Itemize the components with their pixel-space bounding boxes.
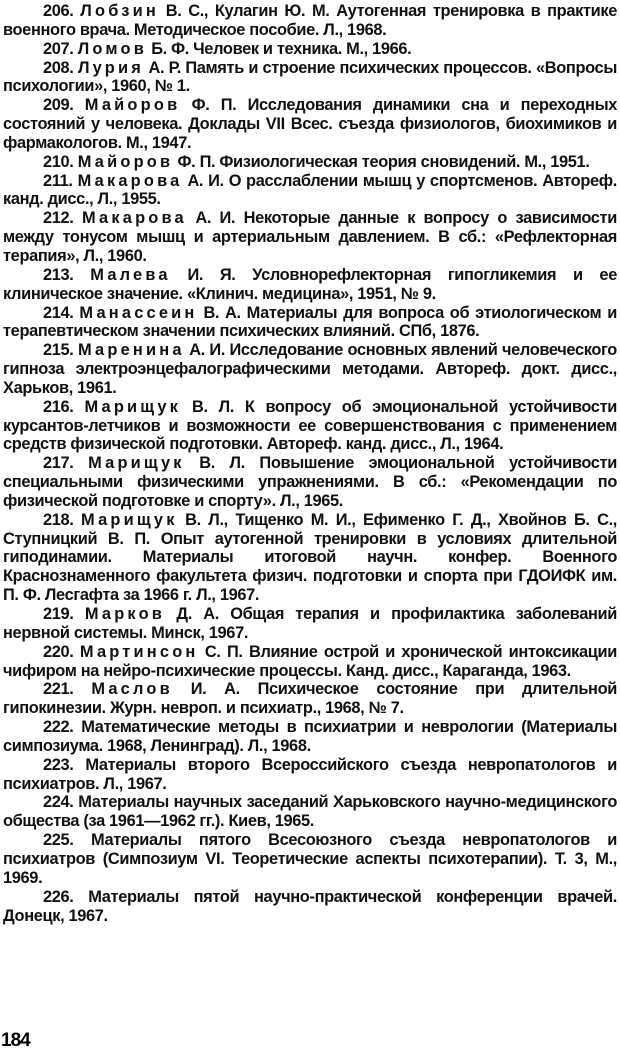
entry-text: Материалы научных заседаний Харьковского научно-медицинского общества (за 1961—1962 гг.). Киев, 1965.	[3, 793, 617, 831]
entry-author: Макарова	[81, 209, 187, 228]
entry-text: Материалы второго Всероссийского съезда невропатологов и психиатров. Л., 1967.	[3, 755, 617, 793]
bibliography-entry-214	[3, 304, 617, 342]
entry-number: 209.	[43, 96, 74, 115]
entry-number: 223.	[43, 755, 74, 774]
bibliography-entry-213	[3, 266, 617, 304]
entry-number: 212.	[43, 209, 74, 228]
bibliography-entry-206	[3, 2, 617, 40]
entry-number: 211.	[43, 171, 73, 190]
entry-text: Ф. П. Исследования динамики сна и переходных состояний у человека. Доклады VII Всес. съезда физиологов, биохимиков и фармакологов. М., 1947.	[3, 96, 617, 152]
page-number: 184	[1, 1030, 30, 1051]
entry-author: Лурия	[77, 58, 145, 77]
entry-author: Марищук	[84, 397, 182, 416]
entry-text: В. Л. Повышение эмоциональной устойчивости специальными физическими упражнениями. В сб.: «Рекомендации по физической подготовке и спорту». Л., 1965.	[3, 454, 617, 510]
bibliography-entry-215	[3, 341, 617, 398]
entry-text: Д. А. Общая терапия и профилактика заболеваний нервной системы. Минск, 1967.	[3, 605, 617, 642]
entry-number: 218.	[43, 510, 74, 529]
entry-text: Материалы пятой научно-практической конференции врачей. Донецк, 1967.	[3, 887, 617, 925]
entry-number: 222.	[43, 718, 74, 737]
entry-author: Малева	[90, 265, 171, 284]
entry-number: 215.	[43, 341, 74, 360]
entry-number: 225.	[43, 831, 74, 850]
entry-author: Майоров	[77, 152, 174, 171]
entry-text: Ф. П. Физиологическая теория сновидений. М., 1951.	[177, 152, 590, 171]
entry-author: Макарова	[77, 171, 183, 190]
bibliography-entry-217	[3, 454, 617, 511]
bibliography-entry-221	[3, 680, 617, 718]
bibliography-entry-207	[3, 40, 617, 59]
entry-text: А. Р. Память и строение психических процессов. «Вопросы психологии», 1960, № 1.	[3, 58, 617, 96]
entry-text: А. И. О расслаблении мышц у спортсменов. Автореф. канд. дисс., Л., 1955.	[3, 171, 617, 209]
bibliography-list	[3, 2, 617, 925]
entry-text: А. И. Некоторые данные к вопросу о зависимости между тонусом мышц и артериальным давлением. В сб.: «Рефлекторная терапия», Л., 1960.	[3, 209, 617, 265]
bibliography-entry-210	[3, 153, 617, 172]
entry-author: Марищук	[81, 510, 178, 529]
bibliography-entry-225	[3, 831, 617, 888]
entry-number: 213.	[43, 265, 74, 284]
entry-author: Майоров	[84, 96, 181, 115]
entry-author: Ломов	[77, 39, 148, 58]
entry-text: И. А. Психическое состояние при длительной гипокинезии. Журн. невроп. и психиатр., 1968, № 7.	[3, 680, 617, 718]
bibliography-entry-218	[3, 511, 617, 605]
entry-number: 217.	[43, 454, 74, 473]
entry-text: Математические методы в психиатрии и неврологии (Материалы симпозиума. 1968, Ленинград). Л., 1968.	[3, 718, 617, 755]
entry-number: 214.	[43, 303, 74, 322]
entry-author: Маренина	[78, 341, 185, 360]
entry-author: Мартинсон	[79, 642, 199, 661]
bibliography-entry-219	[3, 605, 617, 643]
entry-number: 216.	[43, 397, 74, 416]
entry-author: Марищук	[88, 454, 185, 473]
entry-number: 224.	[43, 793, 74, 812]
bibliography-entry-223	[3, 756, 617, 794]
bibliography-entry-220	[3, 643, 617, 681]
entry-number: 220.	[43, 642, 74, 661]
entry-text: В. С., Кулагин Ю. М. Аутогенная тренировка в практике военного врача. Методическое пособие. Л., 1968.	[3, 2, 617, 39]
entry-number: 210.	[43, 152, 74, 171]
bibliography-entry-212	[3, 209, 617, 266]
entry-author: Марков	[84, 605, 166, 623]
bibliography-entry-211	[3, 172, 617, 210]
bibliography-entry-226	[3, 888, 617, 926]
bibliography-entry-208	[3, 59, 617, 97]
entry-author: Манассеин	[79, 303, 198, 322]
entry-text: Материалы пятого Всесоюзного съезда невропатологов и психиатров (Симпозиум VI. Теоретические аспекты психотерапии). Т. 3, М., 1969.	[3, 831, 617, 887]
entry-number: 207.	[43, 39, 74, 58]
entry-text: В. Л. К вопросу об эмоциональной устойчивости курсантов-летчиков и возможности ее совершенствования с применением средств физической подготовки. Автореф. канд. дисс., Л., 1964.	[3, 397, 617, 454]
entry-text: С. П. Влияние острой и хронической интоксикации чифиром на нейро-психические процессы. Канд. дисс., Караганда, 1963.	[3, 642, 617, 680]
bibliography-entry-216	[3, 398, 617, 455]
entry-text: В. Л., Тищенко М. И., Ефименко Г. Д., Хвойнов Б. С., Ступницкий В. П. Опыт аутогенной тренировки в условиях длительной гиподинамии. Материалы итоговой научн. конфер. Военного Краснознаменного факультета физич. подготовки и спорта при ГДОИФК им. П. Ф. Лесгафта за 1966 г. Л., 1967.	[3, 510, 617, 605]
entry-text: И. Я. Условнорефлекторная гипогликемия и ее клиническое значение. «Клинич. медицина», 1951, № 9.	[3, 265, 617, 303]
entry-text: Б. Ф. Человек и техника. М., 1966.	[151, 39, 412, 58]
bibliography-entry-209	[3, 96, 617, 153]
entry-author: Лобзин	[80, 2, 160, 20]
entry-author: Маслов	[91, 680, 173, 699]
entry-text: А. И. Исследование основных явлений человеческого гипноза электроэнцефалографическими методами. Автореф. докт. дисс., Харьков, 1961.	[3, 341, 617, 397]
bibliography-entry-224	[3, 793, 617, 831]
entry-number: 219.	[43, 605, 74, 623]
entry-number: 226.	[43, 887, 74, 906]
entry-number: 221.	[43, 680, 74, 699]
bibliography-entry-222	[3, 718, 617, 756]
entry-number: 206.	[43, 2, 74, 20]
entry-text: В. А. Материалы для вопроса об этиологическом и терапевтическом значении психических влияний. СПб, 1876.	[3, 303, 617, 341]
entry-number: 208.	[43, 58, 74, 77]
